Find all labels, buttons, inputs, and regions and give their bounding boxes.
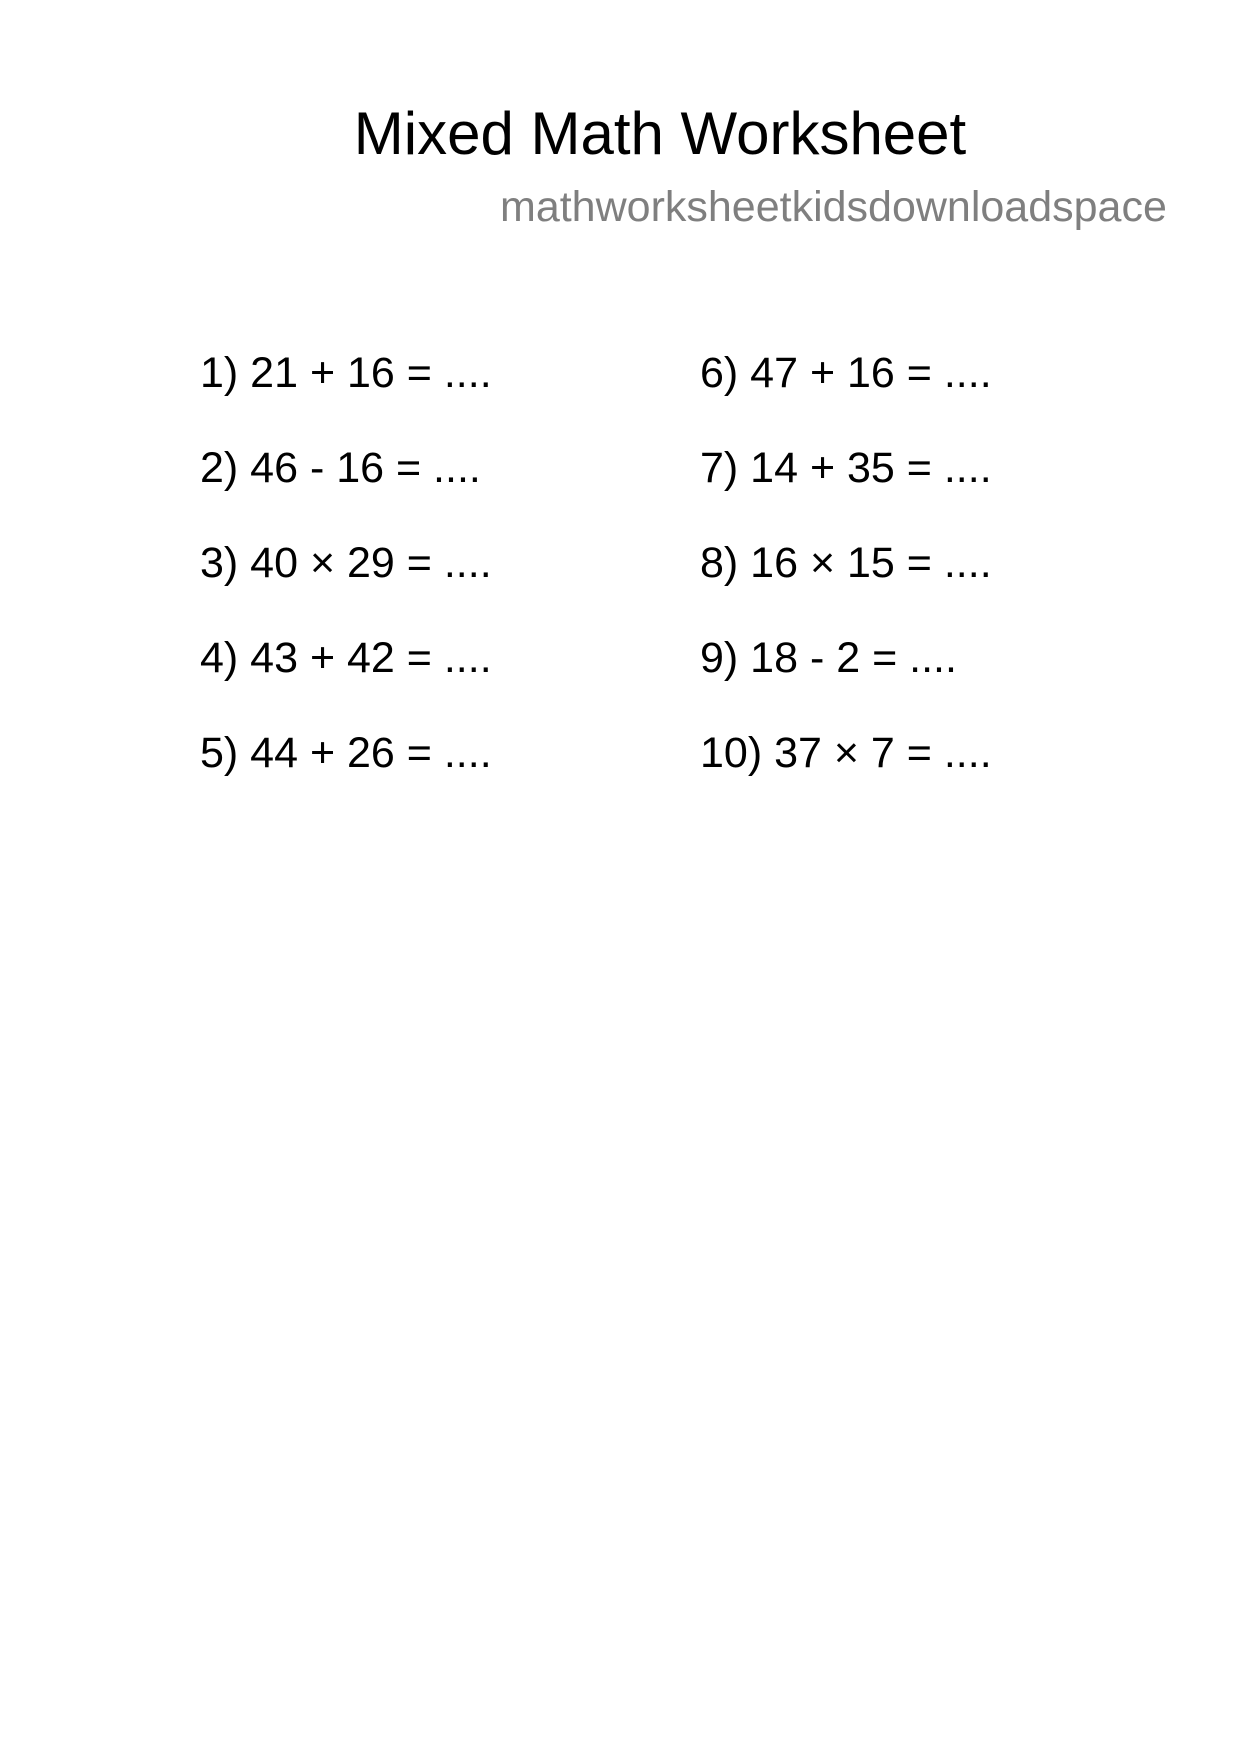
problem-7: 7) 14 + 35 = .... bbox=[700, 444, 992, 492]
source-watermark-text: mathworksheetkidsdownloadspace bbox=[500, 183, 1167, 231]
problem-9: 9) 18 - 2 = .... bbox=[700, 634, 957, 682]
problem-10: 10) 37 × 7 = .... bbox=[700, 729, 992, 777]
problem-8: 8) 16 × 15 = .... bbox=[700, 539, 992, 587]
problem-1: 1) 21 + 16 = .... bbox=[200, 349, 492, 397]
problem-column-right bbox=[700, 347, 1180, 822]
problem-2: 2) 46 - 16 = .... bbox=[200, 444, 481, 492]
problem-3: 3) 40 × 29 = .... bbox=[200, 539, 492, 587]
page-title: Mixed Math Worksheet bbox=[353, 100, 967, 167]
problem-6: 6) 47 + 16 = .... bbox=[700, 349, 992, 397]
problem-column-left bbox=[200, 347, 680, 822]
problem-5: 5) 44 + 26 = .... bbox=[200, 729, 492, 777]
problem-4: 4) 43 + 42 = .... bbox=[200, 634, 492, 682]
